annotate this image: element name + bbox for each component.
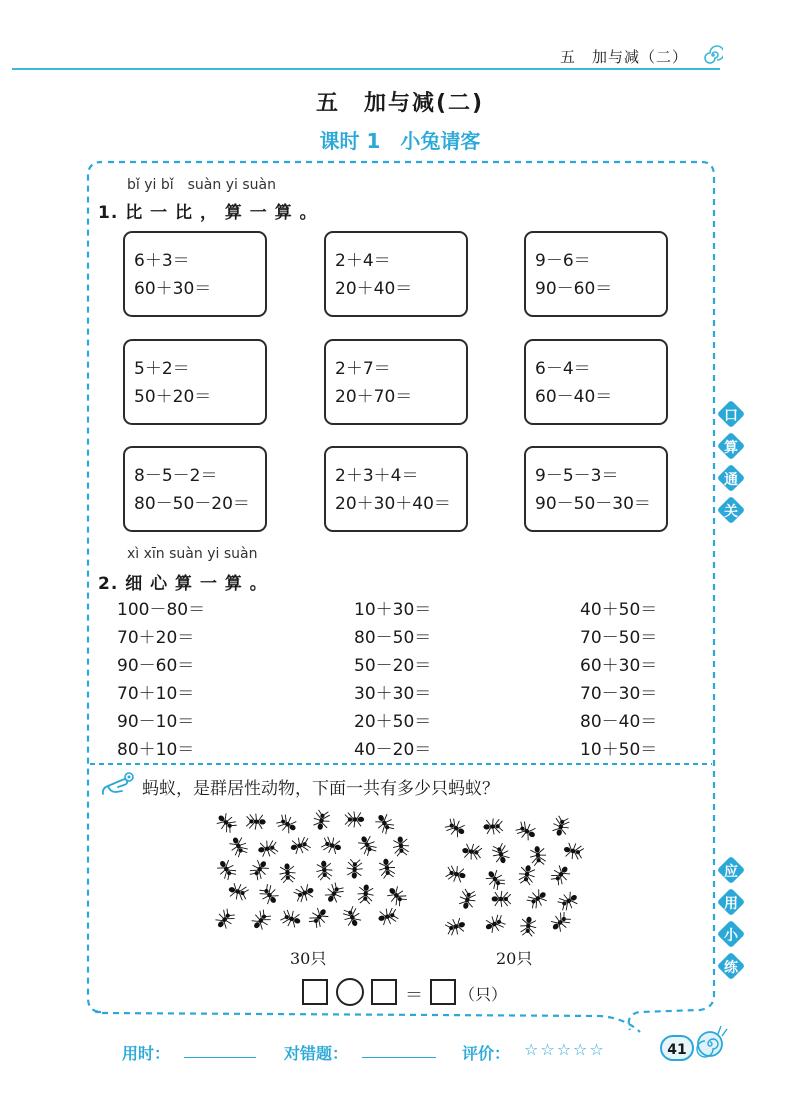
errors-label: 对错题： (284, 1044, 349, 1063)
ant (483, 913, 507, 935)
snail-icon (690, 1022, 730, 1062)
answer-box-1[interactable] (302, 979, 328, 1005)
problem-line: 20＋70＝ (335, 387, 413, 407)
badge-char: 口 (724, 408, 738, 424)
answer-box-2[interactable] (371, 979, 397, 1005)
problem-line: 90－60＝ (535, 279, 613, 299)
ant (444, 916, 467, 937)
ant (490, 842, 511, 865)
ant (525, 887, 549, 911)
unit-label: （只） (459, 985, 508, 1004)
problem-line: 60＋30＝ (134, 279, 212, 299)
problem-line: 80－50－20＝ (134, 494, 250, 514)
q1-box-4 (123, 339, 267, 425)
q1-box-5 (324, 339, 468, 425)
errors-blank[interactable] (362, 1057, 436, 1058)
q2-column-1 (117, 596, 205, 764)
side-badge-oral-calc (717, 400, 745, 528)
badge-char: 应 (724, 864, 738, 880)
ant (548, 910, 573, 934)
calc-item: 90－60＝ (117, 656, 195, 676)
q1-box-3 (524, 231, 668, 317)
ant (357, 884, 375, 904)
page-title: 五 加与减(二) (315, 91, 485, 116)
ants-left-illustration (205, 805, 415, 940)
ant (443, 816, 467, 839)
rating-label: 评价： (462, 1044, 511, 1063)
ant (215, 857, 239, 881)
time-blank[interactable] (184, 1057, 256, 1058)
calc-item: 100－80＝ (117, 600, 206, 620)
q1-box-2 (324, 231, 468, 317)
calc-item: 40＋50＝ (580, 600, 658, 620)
page-number: 41 (660, 1035, 694, 1061)
ant (563, 841, 585, 861)
q1-pinyin: bǐ yi bǐ suàn yi suàn (127, 177, 276, 193)
problem-line: 90－50－30＝ (535, 494, 651, 514)
problem-line: 5＋2＝ (134, 359, 190, 379)
ant (556, 890, 580, 913)
calc-item: 70－30＝ (580, 684, 658, 704)
ant (378, 858, 397, 879)
ant (279, 863, 296, 883)
calc-item: 20＋50＝ (354, 712, 432, 732)
calc-item: 40－20＝ (354, 740, 432, 760)
hand-pointer-icon (100, 770, 136, 800)
ant (484, 818, 504, 835)
ant (247, 857, 271, 881)
q2-title: 2. 细 心 算 一 算 。 (98, 574, 268, 594)
ant (345, 811, 364, 827)
q1-box-8 (324, 446, 468, 532)
ant (227, 835, 250, 859)
calc-item: 10＋30＝ (354, 600, 432, 620)
problem-line: 9－6＝ (535, 251, 591, 271)
badge-char: 练 (724, 960, 738, 976)
calc-item: 30＋30＝ (354, 684, 432, 704)
calc-item: 60＋30＝ (580, 656, 658, 676)
q2-pinyin: xì xīn suàn yi suàn (127, 546, 258, 562)
rating-stars[interactable]: ☆☆☆☆☆ (524, 1040, 606, 1059)
calc-item: 50－20＝ (354, 656, 432, 676)
q1-box-6 (524, 339, 668, 425)
ant (213, 907, 237, 932)
ant (257, 839, 278, 858)
equals-sign: ＝ (405, 985, 423, 1006)
ant (385, 884, 409, 909)
ants-right-count: 20只 (496, 949, 533, 968)
badge-char: 小 (724, 928, 738, 944)
q1-box-9 (524, 446, 668, 532)
ant (292, 882, 315, 904)
ant (346, 859, 363, 878)
ant (227, 881, 249, 902)
ant (462, 842, 483, 861)
problem-line: 2＋3＋4＝ (335, 466, 419, 486)
ant (320, 835, 343, 856)
ant (246, 813, 265, 830)
ant (214, 811, 239, 835)
ant (307, 905, 331, 930)
ant (341, 905, 363, 928)
q2-column-2 (354, 596, 431, 764)
ant (392, 836, 410, 856)
problem-line: 20＋30＋40＝ (335, 494, 451, 514)
ant (519, 916, 537, 936)
calc-item: 80－40＝ (580, 712, 658, 732)
problem-line: 8－5－2＝ (134, 466, 218, 486)
lesson-subtitle: 课时 1 小兔请客 (319, 129, 481, 153)
problem-line: 20＋40＝ (335, 279, 413, 299)
ant (517, 864, 536, 885)
badge-char: 关 (724, 504, 738, 520)
ant (316, 861, 334, 881)
answer-box-result[interactable] (430, 979, 456, 1005)
ant (529, 846, 547, 866)
calc-item: 80－50＝ (354, 628, 432, 648)
badge-char: 通 (724, 472, 738, 488)
ant (373, 811, 397, 835)
ant (312, 809, 331, 830)
ant (289, 835, 311, 855)
ant (257, 882, 281, 906)
problem-line: 50＋20＝ (134, 387, 212, 407)
q1-title: 1. 比 一 比 ， 算 一 算 。 (98, 203, 318, 223)
problem-line: 6＋3＝ (134, 251, 190, 271)
badge-char: 算 (724, 440, 738, 456)
ants-right-illustration (440, 812, 590, 942)
ant (445, 864, 467, 884)
problem-line: 2＋4＝ (335, 251, 391, 271)
ant (514, 819, 538, 842)
ant (551, 815, 571, 837)
q1-box-7 (123, 446, 267, 532)
q1-box-1 (123, 231, 267, 317)
calc-item: 70－50＝ (580, 628, 658, 648)
calc-item: 70＋20＝ (117, 628, 195, 648)
operator-circle[interactable] (336, 978, 364, 1006)
badge-char: 用 (724, 896, 738, 912)
calc-item: 90－10＝ (117, 712, 195, 732)
side-badge-application (717, 856, 745, 984)
problem-line: 9－5－3＝ (535, 466, 619, 486)
ant (323, 881, 346, 905)
q2-column-3 (580, 596, 657, 764)
problem-line: 6－4＝ (535, 359, 591, 379)
running-header: 五 加与减（二） (560, 48, 689, 66)
ant (356, 833, 379, 857)
ant (249, 908, 273, 933)
ant (457, 888, 477, 910)
ant (483, 867, 507, 891)
problem-line: 2＋7＝ (335, 359, 391, 379)
calc-item: 70＋10＝ (117, 684, 195, 704)
ant (275, 812, 299, 835)
calc-item: 10＋50＝ (580, 740, 658, 760)
problem-line: 60－40＝ (535, 387, 613, 407)
ant (377, 906, 399, 926)
ant (492, 891, 511, 907)
time-label: 用时： (122, 1044, 171, 1063)
ants-left-count: 30只 (290, 949, 327, 968)
application-question: 蚂蚁，是群居性动物，下面一共有多少只蚂蚁？ (142, 779, 499, 799)
calc-item: 80＋10＝ (117, 740, 195, 760)
ant (279, 908, 302, 929)
ant (548, 863, 572, 888)
